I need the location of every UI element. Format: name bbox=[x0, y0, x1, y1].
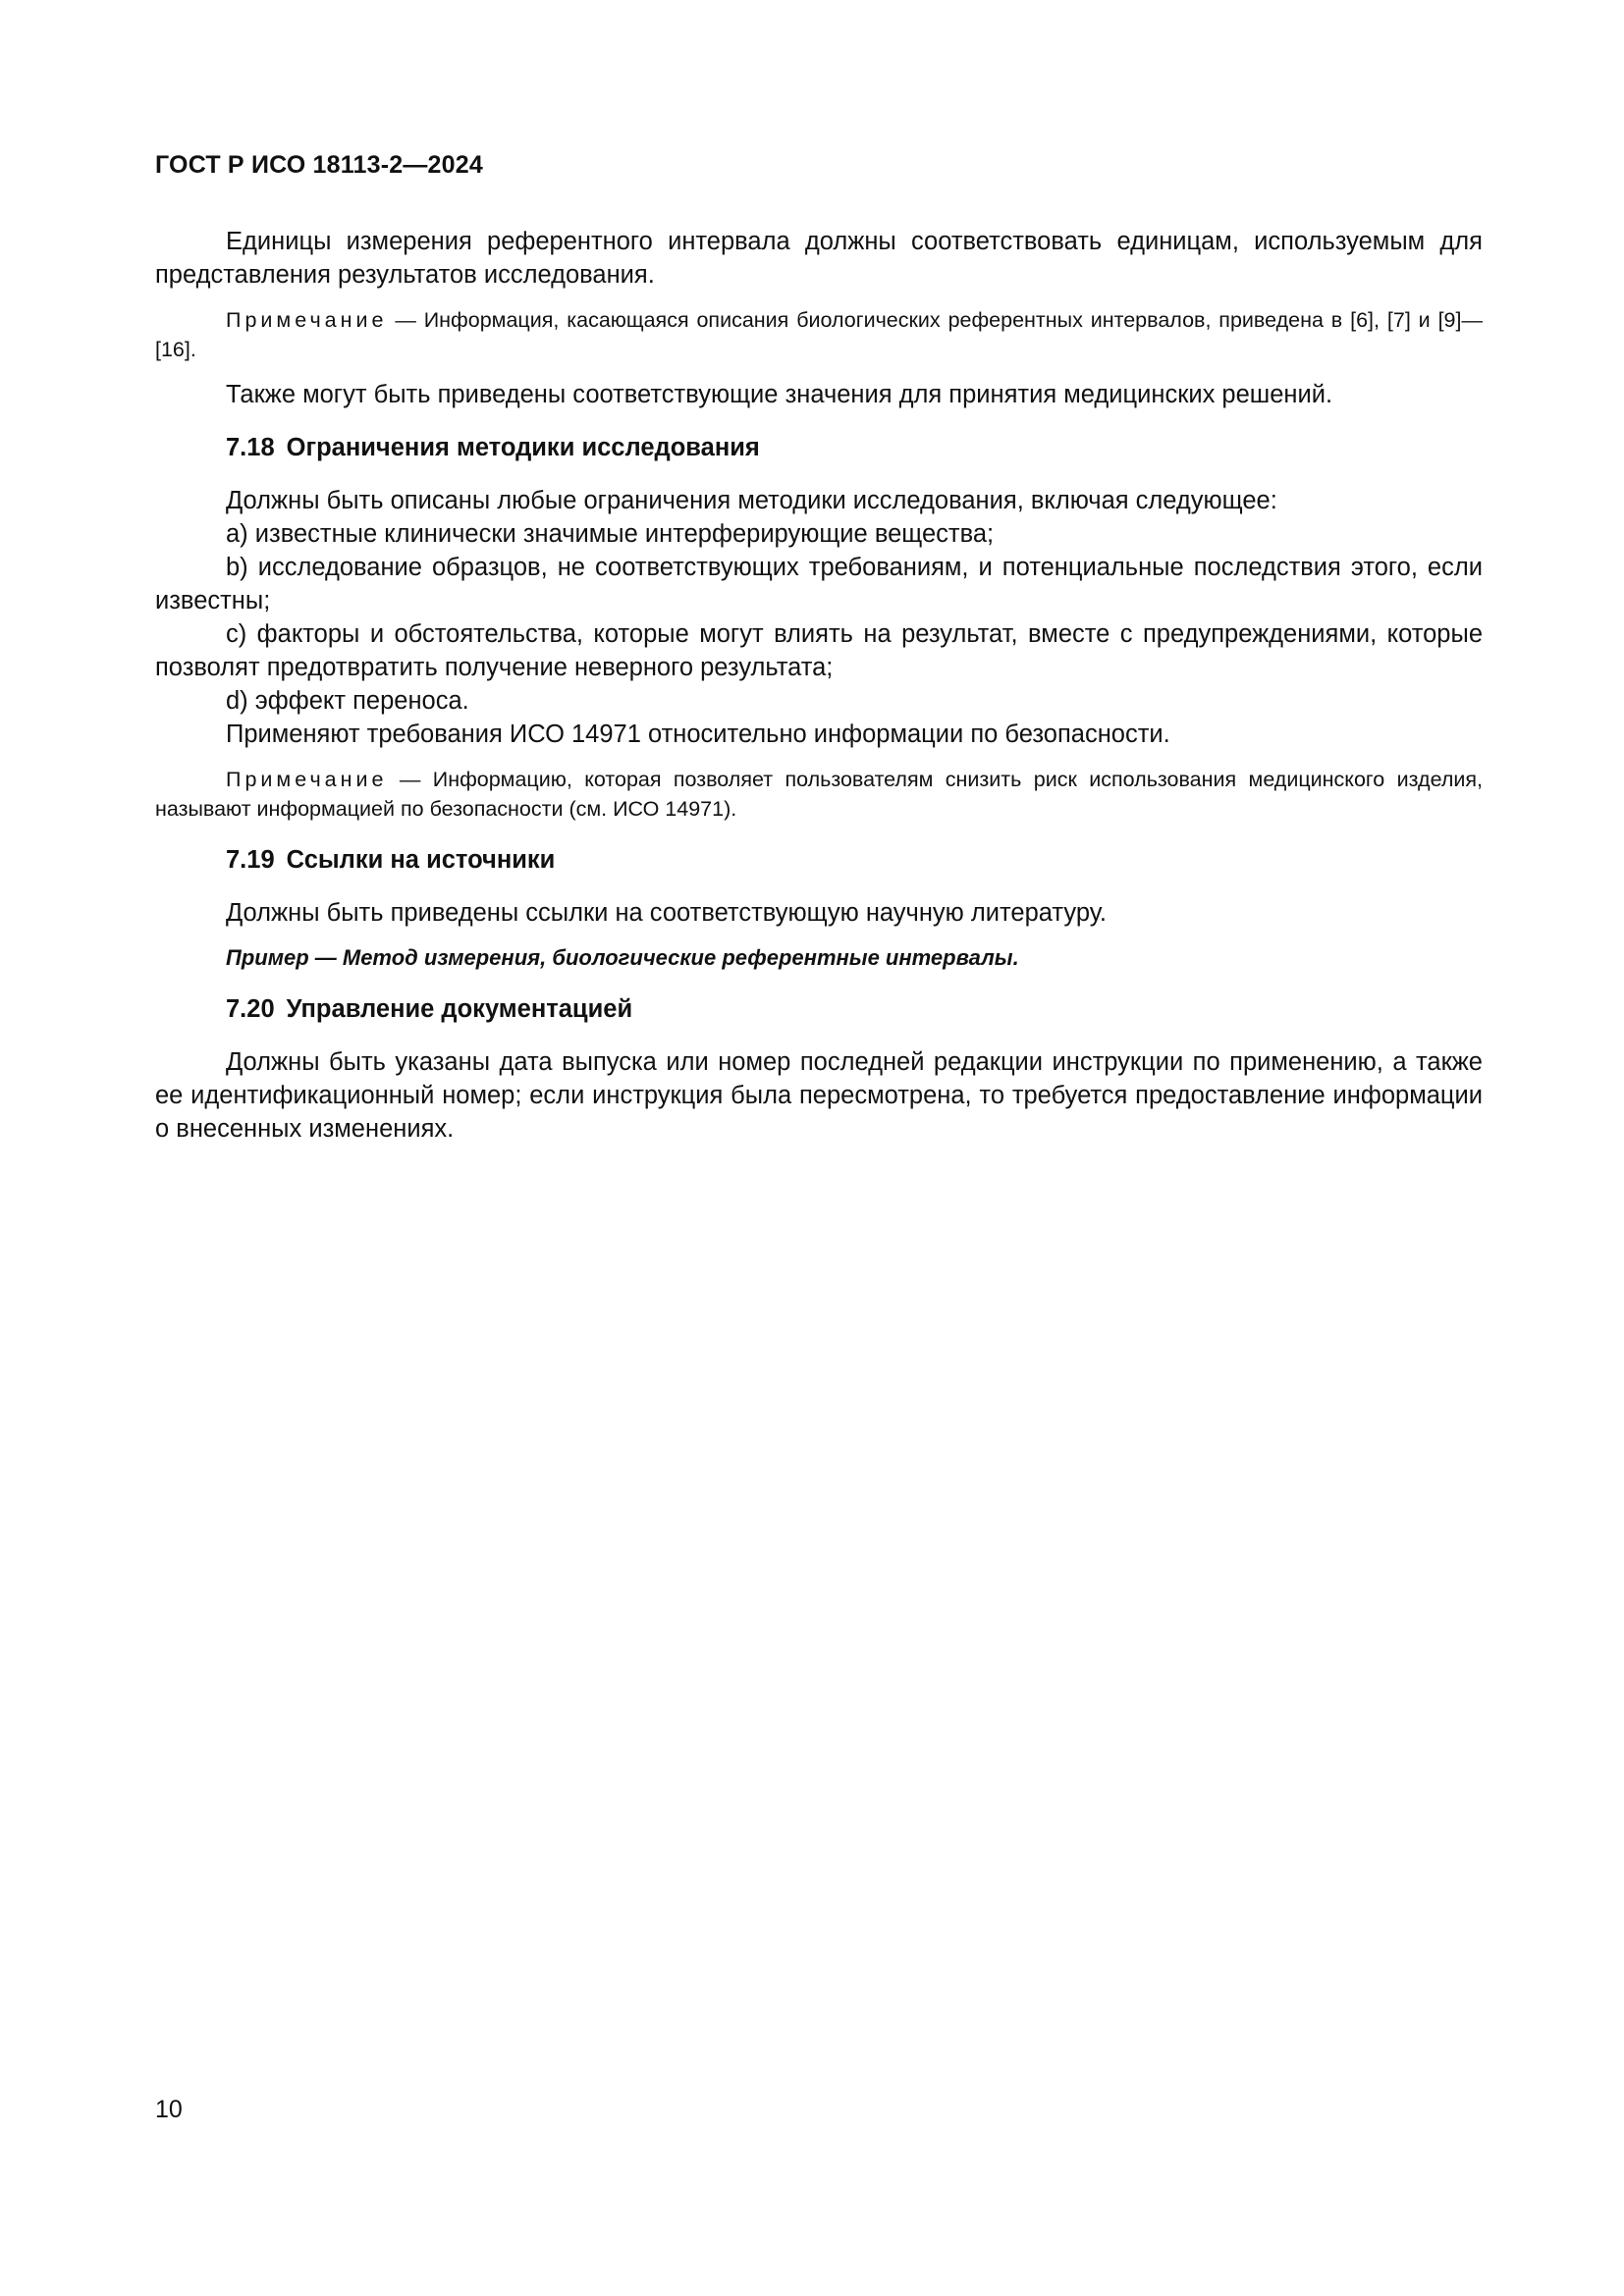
note-safety-information bbox=[155, 765, 1483, 824]
references-paragraph: Должны быть приведены ссылки на соответствующую научную литературу. bbox=[226, 899, 1107, 927]
intro-paragraph: Единицы измерения референтного интервала должны соответствовать единицам, используемым для представления результатов исследования. bbox=[155, 228, 1483, 289]
list-item: d) эффект переноса. bbox=[226, 687, 469, 715]
section-number: 7.19 bbox=[226, 846, 275, 874]
section-heading-7-20 bbox=[155, 992, 1483, 1026]
list-item: c) факторы и обстоятельства, которые могут влиять на результат, вместе с предупреждениями, которые позволят предотвратить получение неверного результата; bbox=[155, 620, 1483, 681]
section-heading-7-18 bbox=[155, 431, 1483, 464]
document-header: ГОСТ Р ИСО 18113-2—2024 bbox=[155, 151, 483, 179]
note-reference-intervals bbox=[155, 305, 1483, 364]
example-text: Пример — Метод измерения, биологические референтные интервалы. bbox=[226, 945, 1019, 970]
safety-requirements-paragraph: Применяют требования ИСО 14971 относительно информации по безопасности. bbox=[226, 721, 1170, 748]
section-heading-7-19 bbox=[155, 843, 1483, 877]
note-label: Примечание bbox=[226, 308, 388, 332]
section-number: 7.18 bbox=[226, 434, 275, 461]
section-title: Ссылки на источники bbox=[286, 846, 556, 874]
section-title: Управление документацией bbox=[286, 995, 633, 1023]
list-item: b) исследование образцов, не соответствующих требованиям, и потенциальные последствия этого, если известны; bbox=[155, 554, 1483, 614]
note-text: — Информацию, которая позволяет пользователям снизить риск использования медицинского изделия, называют информацией по безопасности (см. ИСО 14971). bbox=[155, 768, 1483, 821]
limitations-lead: Должны быть описаны любые ограничения методики исследования, включая следующее: bbox=[226, 487, 1277, 514]
list-item: a) известные клинически значимые интерферирующие вещества; bbox=[226, 520, 995, 548]
note-label: Примечание bbox=[226, 768, 388, 791]
document-body bbox=[155, 225, 1483, 1146]
section-title: Ограничения методики исследования bbox=[286, 434, 760, 461]
section-number: 7.20 bbox=[226, 995, 275, 1023]
decision-values-paragraph: Также могут быть приведены соответствующие значения для принятия медицинских решений. bbox=[226, 381, 1333, 408]
note-text: — Информация, касающаяся описания биологических референтных интервалов, приведена в [6], [7] и [9]—[16]. bbox=[155, 308, 1483, 361]
page-number: 10 bbox=[155, 2096, 183, 2123]
document-control-paragraph: Должны быть указаны дата выпуска или номер последней редакции инструкции по применению, а также ее идентификационный номер; если инструкция была пересмотрена, то требуется предоставление информации о внесенных изменениях. bbox=[155, 1048, 1483, 1143]
